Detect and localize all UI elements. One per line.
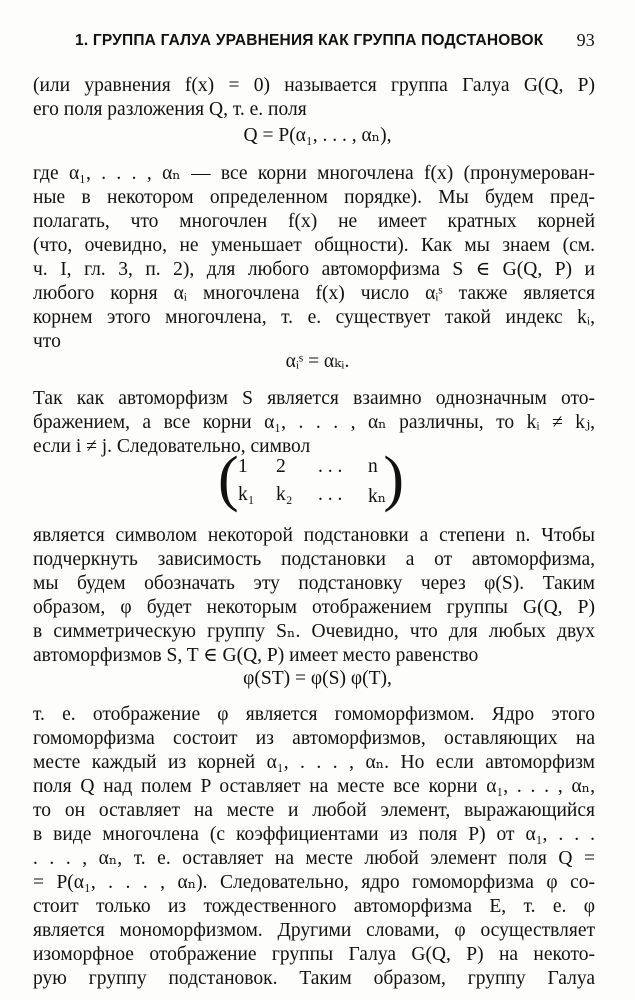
text-line: в симметрическую группу Sₙ. Очевидно, что для любых двух xyxy=(33,621,595,642)
running-header xyxy=(75,32,595,50)
text-line: в виде многочлена (с коэффициентами из поля P) от α₁, . . . xyxy=(33,824,595,845)
matrix-cell: kₙ xyxy=(368,486,387,507)
formula-field-extension: Q = P(α₁, . . . , αₙ), xyxy=(243,125,392,146)
text-line: образом, φ будет некоторым отображением группы G(Q, P) xyxy=(33,597,595,618)
permutation-symbol xyxy=(218,445,404,514)
matrix-cell: k₂ xyxy=(276,484,293,505)
right-paren: ) xyxy=(383,445,404,513)
text-line: (или уравнения f(x) = 0) называется группа Галуа G(Q, P) xyxy=(33,75,595,96)
chapter-title: 1. ГРУППА ГАЛУА УРАВНЕНИЯ КАК ГРУППА ПОДСТАНОВОК xyxy=(75,32,544,49)
matrix-cell: n xyxy=(368,456,378,477)
page-number: 93 xyxy=(576,30,595,50)
formula-root-index: αᵢˢ = αₖᵢ. xyxy=(285,351,350,372)
text-line: месте каждый из корней α₁, . . . , αₙ. Но если автоморфизм xyxy=(33,752,595,773)
formula-homomorphism: φ(ST) = φ(S) φ(T), xyxy=(243,668,392,689)
text-line: ные в некотором определенном порядке). Мы будем пред- xyxy=(33,187,595,208)
text-line: ч. I, гл. 3, п. 2), для любого автоморфизма S ∈ G(Q, P) и xyxy=(33,259,595,280)
text-line: поля Q над полем P оставляет на месте все корни α₁, . . . , αₙ, xyxy=(33,776,595,797)
text-line: автоморфизмов S, T ∈ G(Q, P) имеет место равенство xyxy=(33,645,479,666)
left-paren: ( xyxy=(218,445,239,513)
matrix-cell: k₁ xyxy=(238,484,255,505)
text-line: = P(α₁, . . . , αₙ). Следовательно, ядро гомоморфизма φ со- xyxy=(33,872,595,893)
matrix-cell: 2 xyxy=(276,456,286,477)
matrix-cell: 1 xyxy=(238,456,248,477)
text-line: подчеркнуть зависимость подстановки a от автоморфизма, xyxy=(33,549,595,570)
text-line: его поля разложения Q, т. е. поля xyxy=(33,99,307,120)
text-line: Так как автоморфизм S является взаимно однозначным ото- xyxy=(33,388,595,409)
text-line: полагать, что многочлен f(x) не имеет кратных корней xyxy=(33,211,595,232)
text-line: т. е. отображение φ является гомоморфизмом. Ядро этого xyxy=(33,704,595,725)
text-line: (что, очевидно, не уменьшает общности). Как мы знаем (см. xyxy=(33,235,595,256)
text-line: корнем этого многочлена, т. е. существует такой индекс kᵢ, xyxy=(33,307,595,328)
text-line: рую группу подстановок. Таким образом, группу Галуа xyxy=(33,968,595,989)
text-line: что xyxy=(33,331,61,352)
text-line: является мономорфизмом. Другими словами, φ осуществляет xyxy=(33,920,595,941)
text-line: стоит только из тождественного автоморфизма E, т. е. φ xyxy=(33,896,595,917)
text-line: . . . , αₙ, т. е. оставляет на месте любой элемент поля Q = xyxy=(33,848,595,869)
text-line: является символом некоторой подстановки a степени n. Чтобы xyxy=(33,525,595,546)
text-line: гомоморфизма состоит из автоморфизмов, оставляющих на xyxy=(33,728,595,749)
text-line: мы будем обозначать эту подстановку через φ(S). Таким xyxy=(33,573,595,594)
text-line: любого корня αᵢ многочлена f(x) число αᵢˢ также является xyxy=(33,283,595,304)
text-line: то он оставляет на месте и любой элемент, выражающийся xyxy=(33,800,595,821)
text-line: изоморфное отображение группы Галуа G(Q, P) на некото- xyxy=(33,944,595,965)
text-line: где α₁, . . . , αₙ — все корни многочлена f(x) (пронумерован- xyxy=(33,163,595,184)
text-line: бражением, а все корни α₁, . . . , αₙ различны, то kᵢ ≠ kⱼ, xyxy=(33,412,595,433)
text-line: если i ≠ j. Следовательно, символ xyxy=(33,436,311,457)
matrix-cell: . . . xyxy=(318,484,343,505)
matrix-cell: . . . xyxy=(318,456,343,477)
